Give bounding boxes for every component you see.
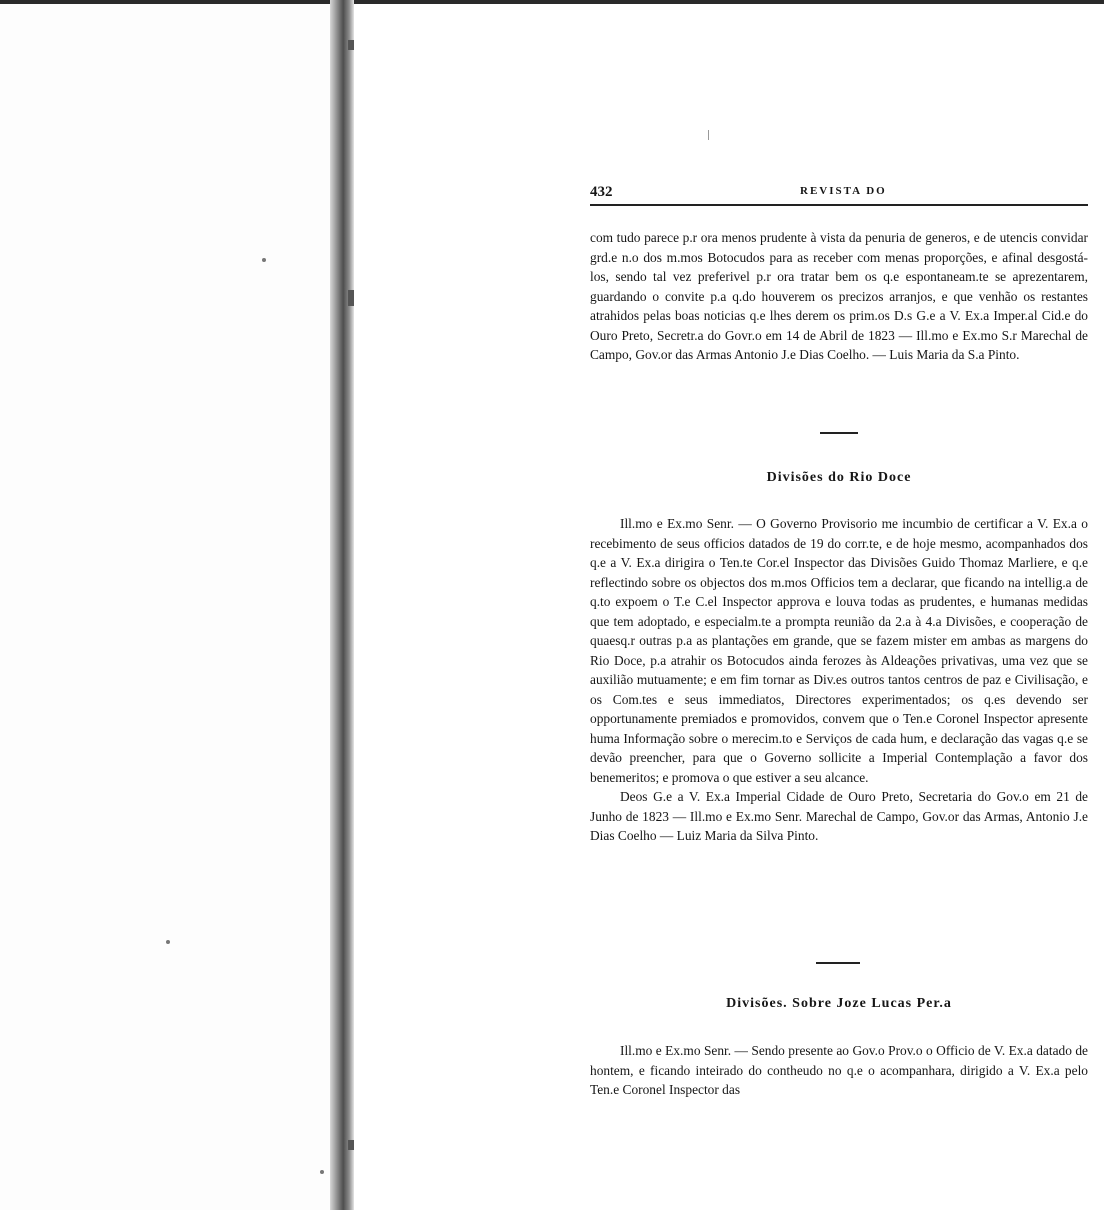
gutter-mark (348, 1140, 354, 1150)
section-heading: Divisões. Sobre Joze Lucas Per.a (726, 996, 952, 1011)
paper-mark (708, 130, 709, 140)
facing-blank-page (0, 4, 330, 1210)
section-heading: Divisões do Rio Doce (766, 470, 912, 485)
paragraph: Ill.mo e Ex.mo Senr. — O Governo Provisorio me incumbio de certificar a V. Ex.a o recebimento de seus officios datados de 19 do corr.te, e de hoje mesmo, acompanhados dos q.e a V. Ex.a dirigira o Ten.te Cor.el Inspector das Divisões Guido Thomaz Marliere, e q.e reflectindo sobre os objectos dos m.mos Officios tem a declarar, que ficando na intellig.a de q.to expoem o T.e C.el Inspector approva e louva todas as prudentes, e humanas medidas que tem adoptado, e especialm.te a prompta reunião da 2.a à 4.a Divisões, e cooperação de quaesq.r outras p.a as plantações em grande, que se fazem mister em ambas as margens do Rio Doce, p.a atrahir os Botocudos ainda ferozes às Aldeações privativas, uma vez que se auxilião mutuamente; e em fim tornar as Div.es outros tantos centros de paz e Civilisação, e os Com.tes e seus immediatos, Directores experimentados; os q.es devendo ser opportunamente premiados e promovidos, convem que o Ten.e Coronel Inspector apresente huma Informação sobre o merecim.to e Serviços de cada hum, e declaração das vagas q.e se devão preencher, para que o Governo sollicite a Imperial Contemplação a favor dos benemeritos; e promova o que estiver a seu alcance. (590, 516, 1088, 785)
section-divider (816, 962, 860, 964)
letter-continuation (590, 228, 1088, 365)
letter-joze-lucas (590, 1041, 1088, 1100)
letter-divisoes-rio-doce (590, 514, 1088, 846)
section-divider (820, 432, 858, 434)
paper-speck (166, 940, 170, 944)
paragraph: Deos G.e a V. Ex.a Imperial Cidade de Ouro Preto, Secretaria do Gov.o em 21 de Junho de 1823 — Ill.mo e Ex.mo Senr. Marechal de Campo, Gov.or das Armas, Antonio J.e Dias Coelho — Luiz Maria da Silva Pinto. (590, 789, 1088, 843)
page-number: 432 (590, 184, 613, 200)
book-gutter (330, 0, 354, 1210)
paper-speck (320, 1170, 324, 1174)
paragraph: com tudo parece p.r ora menos prudente à vista da penuria de generos, e de utencis convidar grd.e n.o dos m.mos Botocudos para as receber com menas proporções, e afinal desgostá-los, sendo tal vez preferivel p.r ora tratar bem os q.e espontaneam.te se aprezentarem, guardando o convite p.a q.do houverem os precizos arranjos, e que venhão os restantes atrahidos pelas boas noticias q.e lhes derem os prim.os D.s G.e a V. Ex.a Imper.al Cid.e do Ouro Preto, Secretr.a do Govr.o em 14 de Abril de 1823 — Ill.mo e Ex.mo S.r Marechal de Campo, Gov.or das Armas Antonio J.e Dias Coelho. — Luis Maria da S.a Pinto. (590, 230, 1088, 362)
gutter-mark (348, 40, 354, 50)
paper-speck (262, 258, 266, 262)
gutter-mark (348, 290, 354, 306)
paragraph: Ill.mo e Ex.mo Senr. — Sendo presente ao Gov.o Prov.o o Officio de V. Ex.a datado de hontem, e ficando inteirado do contheudo no q.e o acompanhara, dirigido a V. Ex.a pelo Ten.e Coronel Inspector das (590, 1043, 1088, 1097)
running-head (590, 184, 1088, 206)
journal-title: REVISTA DO (800, 185, 887, 197)
